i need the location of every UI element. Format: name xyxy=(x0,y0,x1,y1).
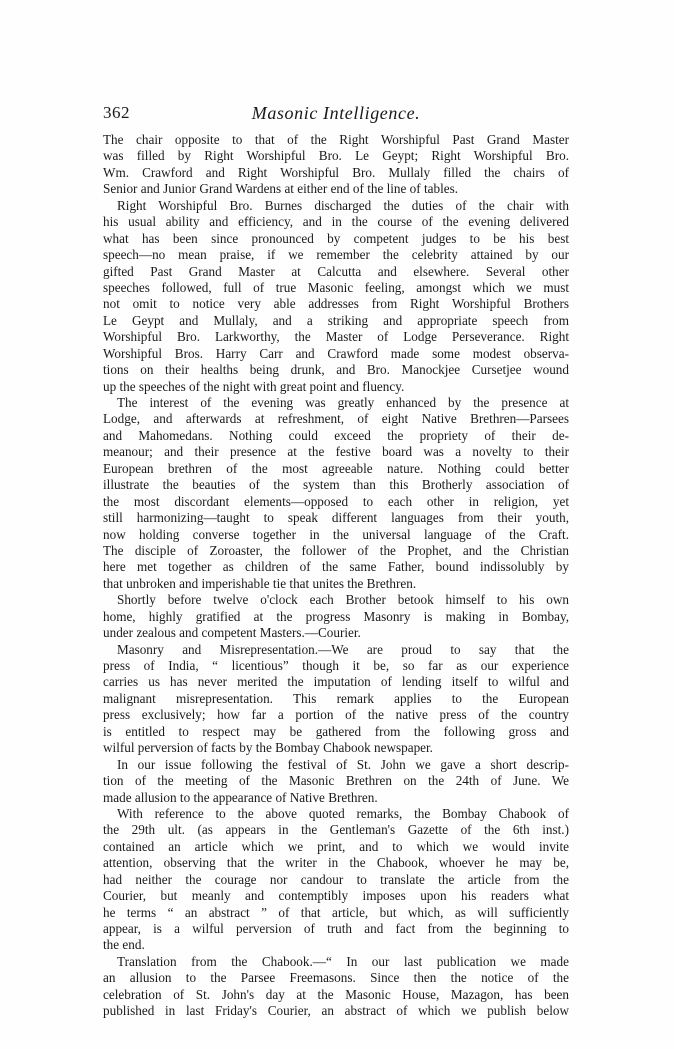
text-line: is entitled to respect may be gathered from the following gross and xyxy=(103,723,569,739)
text-line: tion of the meeting of the Masonic Brethren on the 24th of June. We xyxy=(103,773,569,789)
text-line: illustrate the beauties of the system than this Brotherly association of xyxy=(103,477,569,493)
text-line: Right Worshipful Bro. Burnes discharged the duties of the chair with xyxy=(117,197,569,213)
text-line: speeches followed, full of true Masonic feeling, amongst which we must xyxy=(103,279,569,295)
text-line: was filled by Right Worshipful Bro. Le Geypt; Right Worshipful Bro. xyxy=(103,148,569,164)
text-line: what has been since pronounced by competent judges to be his best xyxy=(103,230,569,246)
text-line: carries us has never merited the imputation of lending itself to wilful and xyxy=(103,674,569,690)
text-line: published in last Friday's Courier, an abstract of which we publish below xyxy=(103,1003,569,1019)
text-line: The chair opposite to that of the Right Worshipful Past Grand Master xyxy=(103,132,569,147)
text-line: With reference to the above quoted remarks, the Bombay Chabook of xyxy=(117,805,569,821)
text-line: wilful perversion of facts by the Bombay Chabook newspaper. xyxy=(103,740,433,756)
text-line: home, highly gratified at the progress Masonry is making in Bombay, xyxy=(103,608,569,624)
text-line: Shortly before twelve o'clock each Brother betook himself to his own xyxy=(117,592,569,608)
text-line: the end. xyxy=(103,937,145,953)
text-line: The disciple of Zoroaster, the follower of the Prophet, and the Christian xyxy=(103,542,569,558)
page-header xyxy=(103,103,569,127)
text-line: Worshipful Bros. Harry Carr and Crawford made some modest observa- xyxy=(103,345,569,361)
text-line: that unbroken and imperishable tie that unites the Brethren. xyxy=(103,575,417,591)
text-line: tions on their healths being drunk, and Bro. Manockjee Cursetjee wound xyxy=(103,362,569,378)
text-line: speech—no mean praise, if we remember the celebrity attained by our xyxy=(103,247,569,263)
text-line: an allusion to the Parsee Freemasons. Since then the notice of the xyxy=(103,970,569,986)
text-line: now holding converse together in the universal language of the Craft. xyxy=(103,526,569,542)
text-line: the most discordant elements—opposed to each other in religion, yet xyxy=(103,493,569,509)
text-line: Wm. Crawford and Right Worshipful Bro. Mullaly filled the chairs of xyxy=(103,164,569,180)
running-title: Masonic Intelligence. xyxy=(251,103,421,123)
text-line: made allusion to the appearance of Native Brethren. xyxy=(103,789,378,805)
text-line: In our issue following the festival of St. John we gave a short descrip- xyxy=(117,756,569,772)
text-line: press exclusively; how far a portion of the native press of the country xyxy=(103,707,569,723)
text-line: and Mahomedans. Nothing could exceed the propriety of their de- xyxy=(103,427,569,443)
text-line: Translation from the Chabook.—“ In our last publication we made xyxy=(117,953,569,969)
text-line: still harmonizing—taught to speak different languages from their youth, xyxy=(103,510,569,526)
text-line: European brethren of the most agreeable nature. Nothing could better xyxy=(103,460,569,476)
text-line: not omit to notice very able addresses from Right Worshipful Brothers xyxy=(103,296,569,312)
text-line: the 29th ult. (as appears in the Gentleman's Gazette of the 6th inst.) xyxy=(103,822,569,838)
text-line: attention, observing that the writer in the Chabook, whoever he may be, xyxy=(103,855,569,871)
text-line: appear, is a wilful perversion of truth and fact from the beginning to xyxy=(103,921,569,936)
body-text xyxy=(103,132,569,1020)
text-line: gifted Past Grand Master at Calcutta and elsewhere. Several other xyxy=(103,263,569,279)
text-line: Worshipful Bro. Larkworthy, the Master of Lodge Perseverance. Right xyxy=(103,329,569,345)
text-line: contained an article which we print, and to which we would invite xyxy=(103,838,569,854)
text-line: up the speeches of the night with great point and fluency. xyxy=(103,378,405,394)
text-line: meanour; and their presence at the festive board was a novelty to their xyxy=(103,444,569,460)
text-line: under zealous and competent Masters.—Courier. xyxy=(103,625,361,641)
text-line: Lodge, and afterwards at refreshment, of eight Native Brethren—Parsees xyxy=(103,411,569,427)
text-line: he terms “ an abstract ” of that article, but which, as will sufficiently xyxy=(103,904,569,920)
text-line: celebration of St. John's day at the Masonic House, Mazagon, has been xyxy=(103,986,569,1002)
text-line: press of India, “ licentious” though it be, so far as our experience xyxy=(103,658,569,673)
text-line: malignant misrepresentation. This remark applies to the European xyxy=(103,690,569,706)
text-line: The interest of the evening was greatly enhanced by the presence at xyxy=(117,395,569,410)
text-line: here met together as children of the same Father, bound indissolubly by xyxy=(103,559,569,575)
page-number: 362 xyxy=(103,103,130,122)
text-line: had neither the courage nor candour to translate the article from the xyxy=(103,871,569,887)
text-line: Courier, but meanly and contemptibly imposes upon his readers what xyxy=(103,888,569,904)
text-line: Senior and Junior Grand Wardens at either end of the line of tables. xyxy=(103,181,459,197)
text-line: Le Geypt and Mullaly, and a striking and appropriate speech from xyxy=(103,312,569,328)
text-line: Masonry and Misrepresentation.—We are proud to say that the xyxy=(117,641,569,657)
text-line: his usual ability and efficiency, and in the course of the evening delivered xyxy=(103,214,569,230)
